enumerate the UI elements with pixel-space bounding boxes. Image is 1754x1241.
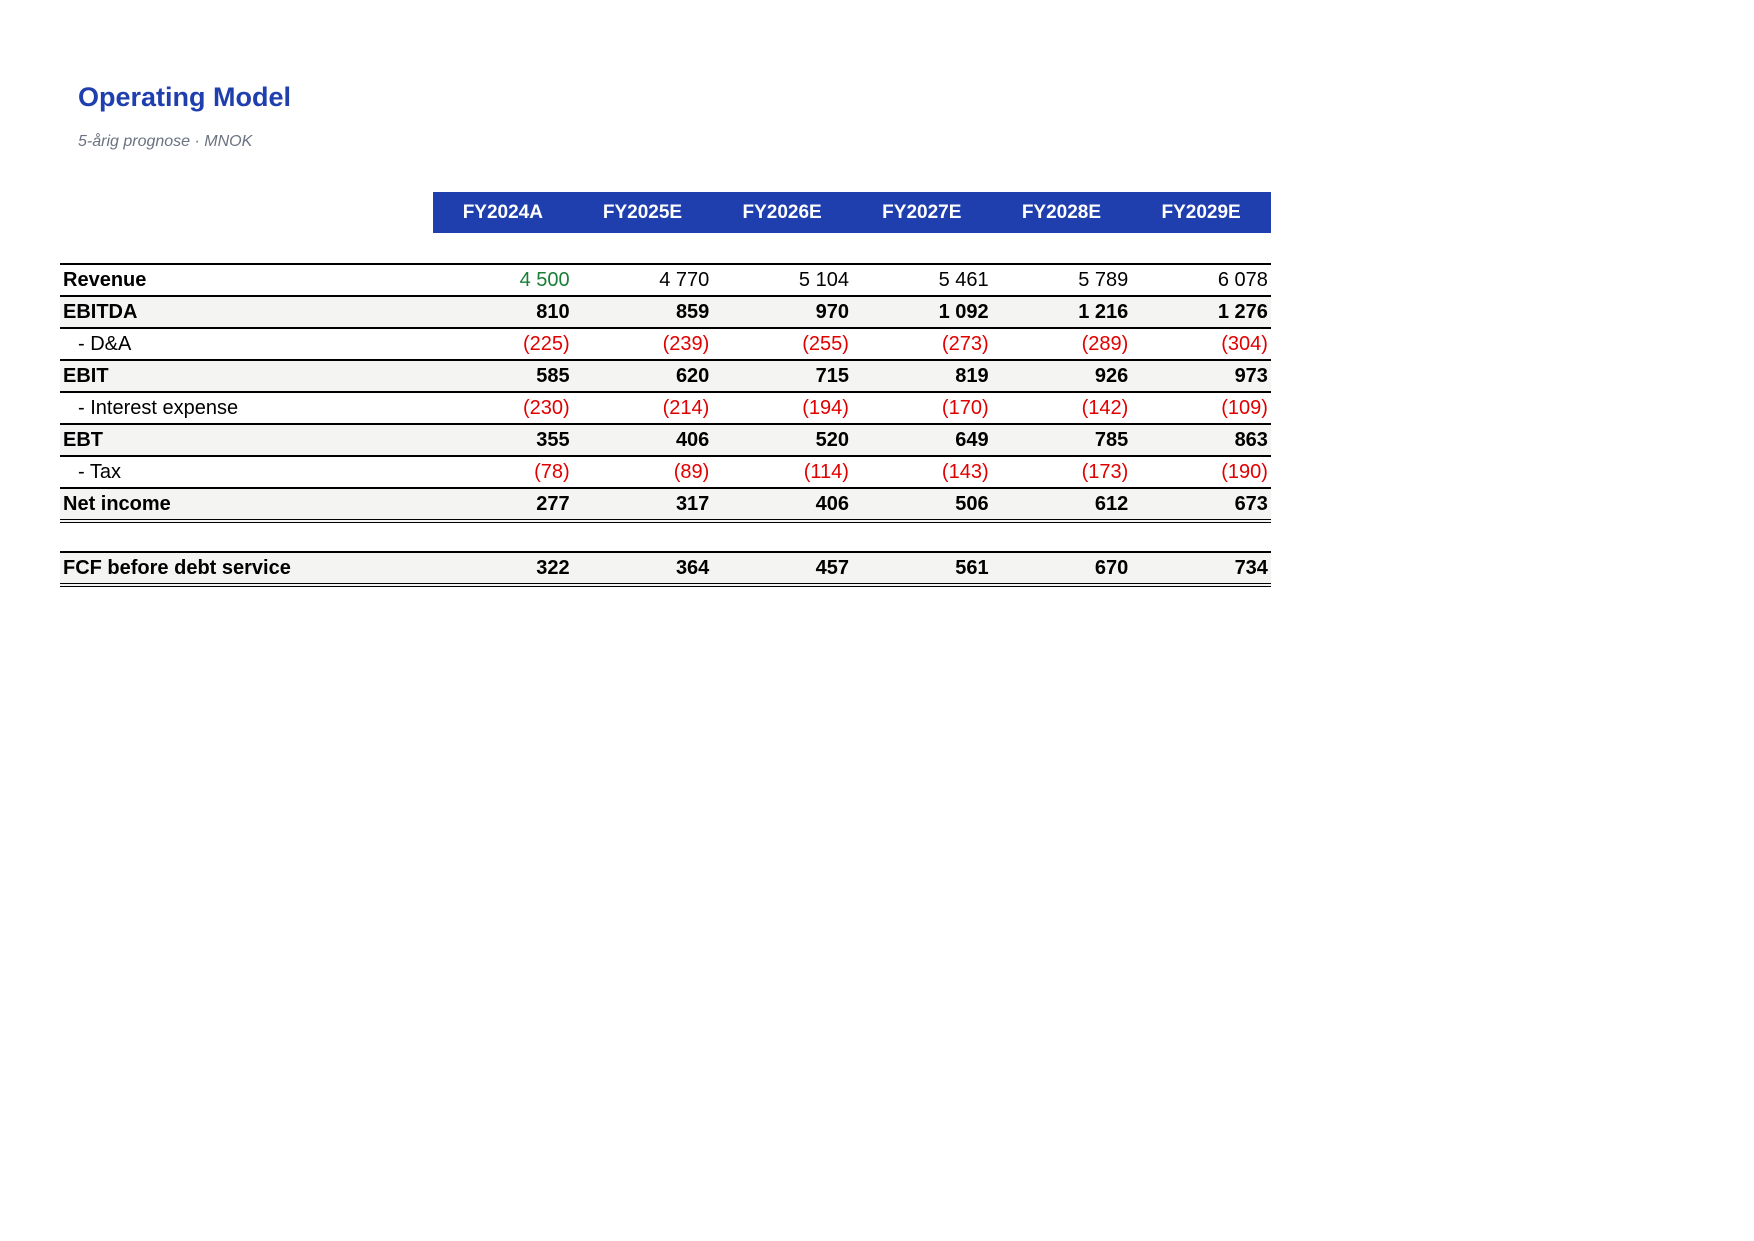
table-row-interest-expense	[60, 393, 1271, 425]
column-header-fy2029e: FY2029E	[1161, 202, 1241, 223]
cell-value: (143)	[941, 460, 989, 483]
cell-value: (225)	[522, 332, 570, 355]
cell-value: 5 461	[938, 268, 989, 291]
cell-value: 585	[536, 364, 570, 387]
cell-value: 734	[1234, 556, 1268, 579]
column-header-fy2027e: FY2027E	[882, 202, 962, 223]
cell-value: (194)	[802, 396, 849, 419]
table-row-net-income	[60, 489, 1271, 523]
row-label: Net income	[63, 492, 171, 515]
cell-value: 670	[1094, 556, 1129, 579]
table-row-ebitda	[60, 297, 1271, 329]
cell-value: 926	[1094, 364, 1129, 387]
page-subtitle: 5-årig prognose · MNOK	[78, 133, 253, 150]
cell-value: 406	[675, 428, 710, 451]
cell-value: 322	[536, 556, 570, 579]
cell-value: 859	[675, 300, 710, 323]
table-row-da	[60, 329, 1271, 361]
cell-value: (114)	[803, 460, 849, 483]
cell-value: 561	[955, 556, 989, 579]
column-header-fy2024a: FY2024A	[462, 202, 543, 223]
row-label: EBITDA	[63, 300, 138, 323]
column-header-bar	[433, 192, 1271, 233]
table-row-ebit	[60, 361, 1271, 393]
row-label: EBT	[63, 428, 103, 451]
table-row-ebt	[60, 425, 1271, 457]
cell-value: 4 500	[519, 268, 570, 291]
cell-value: (89)	[673, 460, 710, 483]
cell-value: (273)	[941, 332, 989, 355]
cell-value: 1 092	[938, 300, 989, 323]
row-spacer	[60, 523, 1271, 551]
cell-value: (230)	[522, 396, 570, 419]
cell-value: (289)	[1081, 332, 1129, 355]
cell-value: 620	[675, 364, 710, 387]
cell-value: (239)	[662, 332, 710, 355]
cell-value: 1 216	[1078, 300, 1129, 323]
cell-value: (109)	[1221, 396, 1268, 419]
cell-value: 810	[536, 300, 570, 323]
table-row-revenue	[60, 263, 1271, 297]
cell-value: 4 770	[659, 268, 710, 291]
cell-value: 277	[536, 492, 570, 515]
cell-value: 612	[1094, 492, 1129, 515]
cell-value: 715	[815, 364, 849, 387]
cell-value: 1 276	[1217, 300, 1268, 323]
cell-value: 406	[815, 492, 849, 515]
row-label: EBIT	[63, 364, 109, 387]
cell-value: 5 789	[1078, 268, 1129, 291]
cell-value: 506	[955, 492, 989, 515]
cell-value: 973	[1234, 364, 1268, 387]
cell-value: 364	[675, 556, 710, 579]
cell-value: 863	[1234, 428, 1268, 451]
column-header-fy2026e: FY2026E	[742, 202, 822, 223]
cell-value: 649	[955, 428, 989, 451]
cell-value: (170)	[941, 396, 989, 419]
cell-value: (173)	[1081, 460, 1129, 483]
cell-value: 673	[1234, 492, 1268, 515]
cell-value: 355	[536, 428, 570, 451]
cell-value: (142)	[1081, 396, 1129, 419]
row-label: - Interest expense	[78, 396, 239, 419]
cell-value: 520	[815, 428, 849, 451]
cell-value: 819	[955, 364, 989, 387]
cell-value: 457	[815, 556, 849, 579]
cell-value: 785	[1094, 428, 1129, 451]
cell-value: (304)	[1221, 332, 1268, 355]
cell-value: 5 104	[798, 268, 849, 291]
cell-value: (78)	[534, 460, 570, 483]
table-row-tax	[60, 457, 1271, 489]
row-label: - D&A	[78, 332, 132, 355]
cell-value: (214)	[662, 396, 710, 419]
cell-value: (190)	[1221, 460, 1268, 483]
column-header-fy2028e: FY2028E	[1021, 202, 1102, 223]
page-title: Operating Model	[78, 82, 292, 112]
column-header-fy2025e: FY2025E	[602, 202, 683, 223]
cell-value: (255)	[802, 332, 849, 355]
row-label: Revenue	[63, 268, 147, 291]
cell-value: 317	[675, 492, 710, 515]
income-statement-table	[60, 263, 1271, 587]
table-row-fcf	[60, 551, 1271, 587]
row-label: FCF before debt service	[63, 556, 291, 579]
row-label: - Tax	[78, 460, 121, 483]
cell-value: 6 078	[1217, 268, 1268, 291]
cell-value: 970	[815, 300, 849, 323]
